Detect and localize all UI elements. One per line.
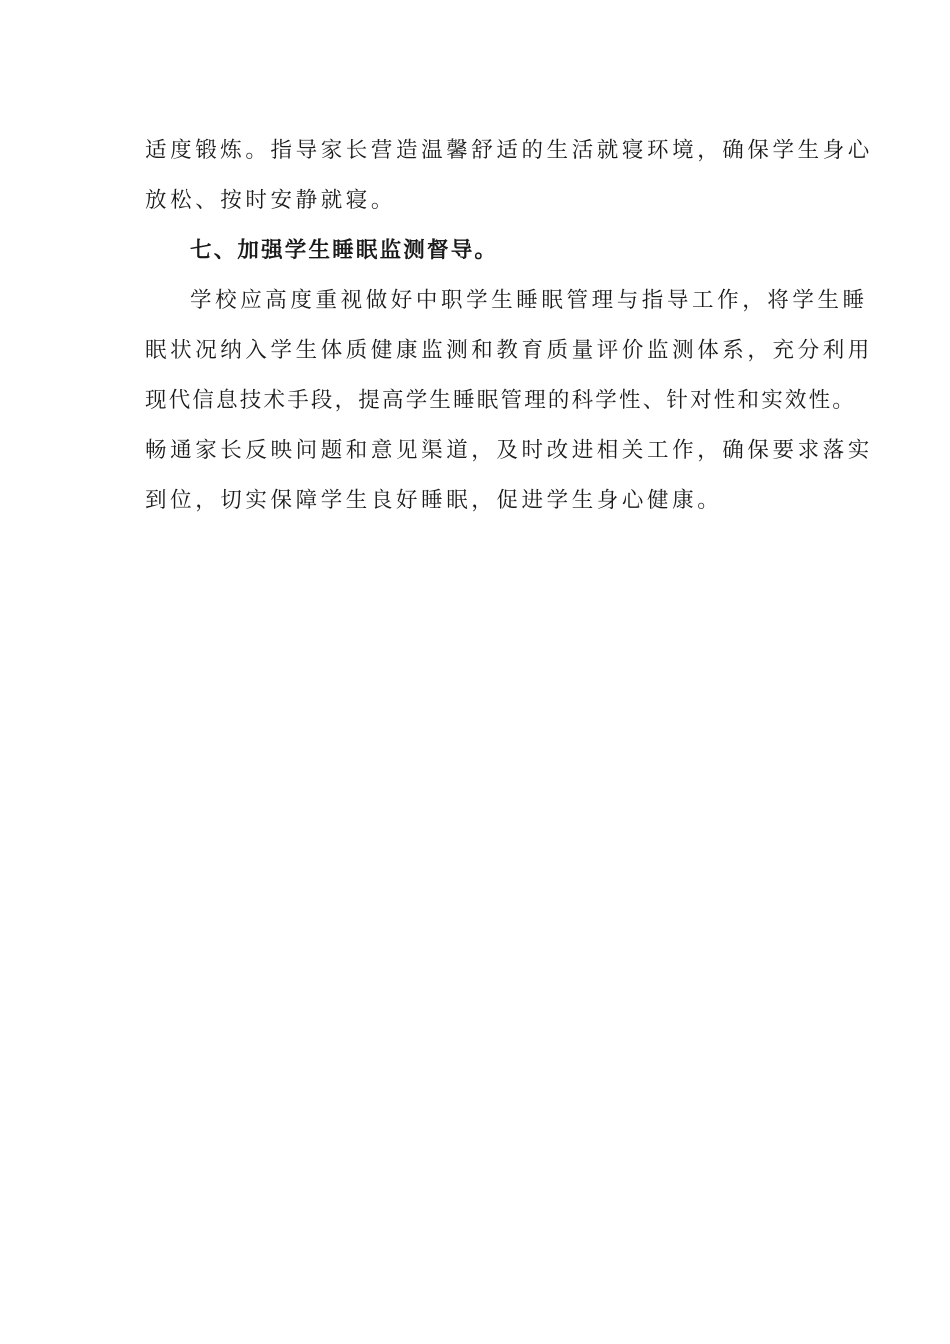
- paragraph-line: 学校应高度重视做好中职学生睡眠管理与指导工作，将学生睡: [190, 288, 868, 313]
- paragraph-line: 适度锻炼。指导家长营造温馨舒适的生活就寝环境，确保学生身心: [145, 138, 873, 163]
- section-heading: 七、加强学生睡眠监测督导。: [190, 238, 499, 263]
- paragraph-line: 放松、按时安静就寝。: [145, 188, 397, 213]
- paragraph-line: 到位，切实保障学生良好睡眠，促进学生身心健康。: [145, 488, 723, 513]
- paragraph-line: 现代信息技术手段，提高学生睡眠管理的科学性、针对性和实效性。: [145, 388, 857, 413]
- paragraph-line: 眠状况纳入学生体质健康监测和教育质量评价监测体系，充分利用: [145, 338, 873, 363]
- paragraph-line: 畅通家长反映问题和意见渠道，及时改进相关工作，确保要求落实: [145, 438, 873, 463]
